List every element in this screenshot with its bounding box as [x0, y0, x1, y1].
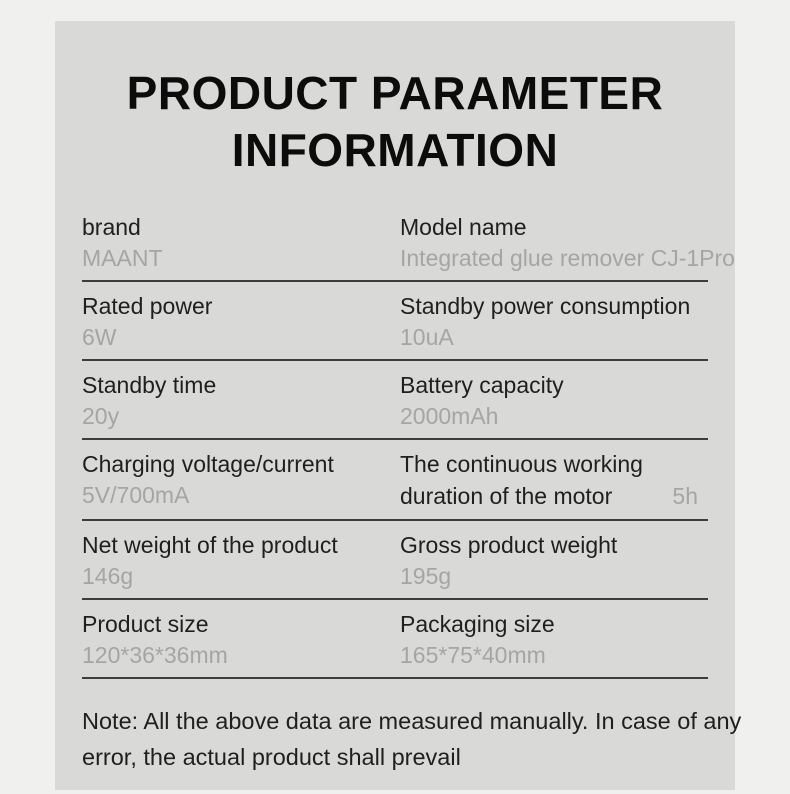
spec-value: Integrated glue remover CJ-1Pro: [400, 245, 735, 271]
spec-value: 2000mAh: [400, 403, 499, 429]
spec-cell-model-name: [400, 211, 735, 273]
spec-value: 5V/700mA: [82, 482, 190, 508]
spec-panel: [55, 21, 742, 790]
spec-label: Product size: [82, 611, 209, 637]
spec-cell-rated-power: [82, 290, 400, 352]
table-row: [82, 521, 708, 600]
spec-value: 20y: [82, 403, 120, 429]
spec-cell-standby-time: [82, 369, 400, 431]
table-row: [82, 440, 708, 521]
spec-value: 165*75*40mm: [400, 642, 546, 668]
spec-value: MAANT: [82, 245, 163, 271]
spec-value: 5h: [672, 483, 698, 509]
spec-value: 195g: [400, 563, 452, 589]
spec-table: [82, 203, 735, 679]
spec-cell-standby-power: [400, 290, 708, 352]
disclaimer-note-line1: Note: All the above data are measured manually. In case of any: [82, 708, 742, 734]
spec-cell-battery-capacity: [400, 369, 708, 431]
spec-cell-gross-weight: [400, 529, 708, 591]
spec-label: Gross product weight: [400, 532, 618, 558]
spec-label: Charging voltage/current: [82, 451, 334, 477]
disclaimer-note-line2: error, the actual product shall prevail: [82, 744, 461, 770]
spec-label: Standby power consumption: [400, 293, 691, 319]
spec-label: Rated power: [82, 293, 213, 319]
spec-value: 120*36*36mm: [82, 642, 228, 668]
spec-value: 6W: [82, 324, 117, 350]
spec-cell-packaging-size: [400, 608, 708, 670]
page-title: [82, 65, 708, 179]
spec-label: Standby time: [82, 372, 217, 398]
table-row: [82, 361, 708, 440]
spec-label: brand: [82, 214, 141, 240]
spec-label: Packaging size: [400, 611, 555, 637]
spec-label: Net weight of the product: [82, 532, 338, 558]
spec-cell-motor-duration: [400, 448, 708, 512]
table-row: [82, 203, 735, 282]
disclaimer-note: [82, 703, 742, 775]
spec-value: 146g: [82, 563, 134, 589]
table-row: [82, 282, 708, 361]
page-title-line2: INFORMATION: [231, 124, 559, 176]
spec-cell-net-weight: [82, 529, 400, 591]
spec-value: 10uA: [400, 324, 454, 350]
spec-label: Model name: [400, 214, 527, 240]
page-title-line1: PRODUCT PARAMETER: [126, 67, 664, 119]
spec-label: Battery capacity: [400, 372, 564, 398]
spec-cell-charging: [82, 448, 400, 512]
spec-cell-product-size: [82, 608, 400, 670]
spec-cell-brand: [82, 211, 400, 273]
spec-label: The continuous working duration of the motor: [400, 451, 643, 509]
table-row: [82, 600, 708, 679]
